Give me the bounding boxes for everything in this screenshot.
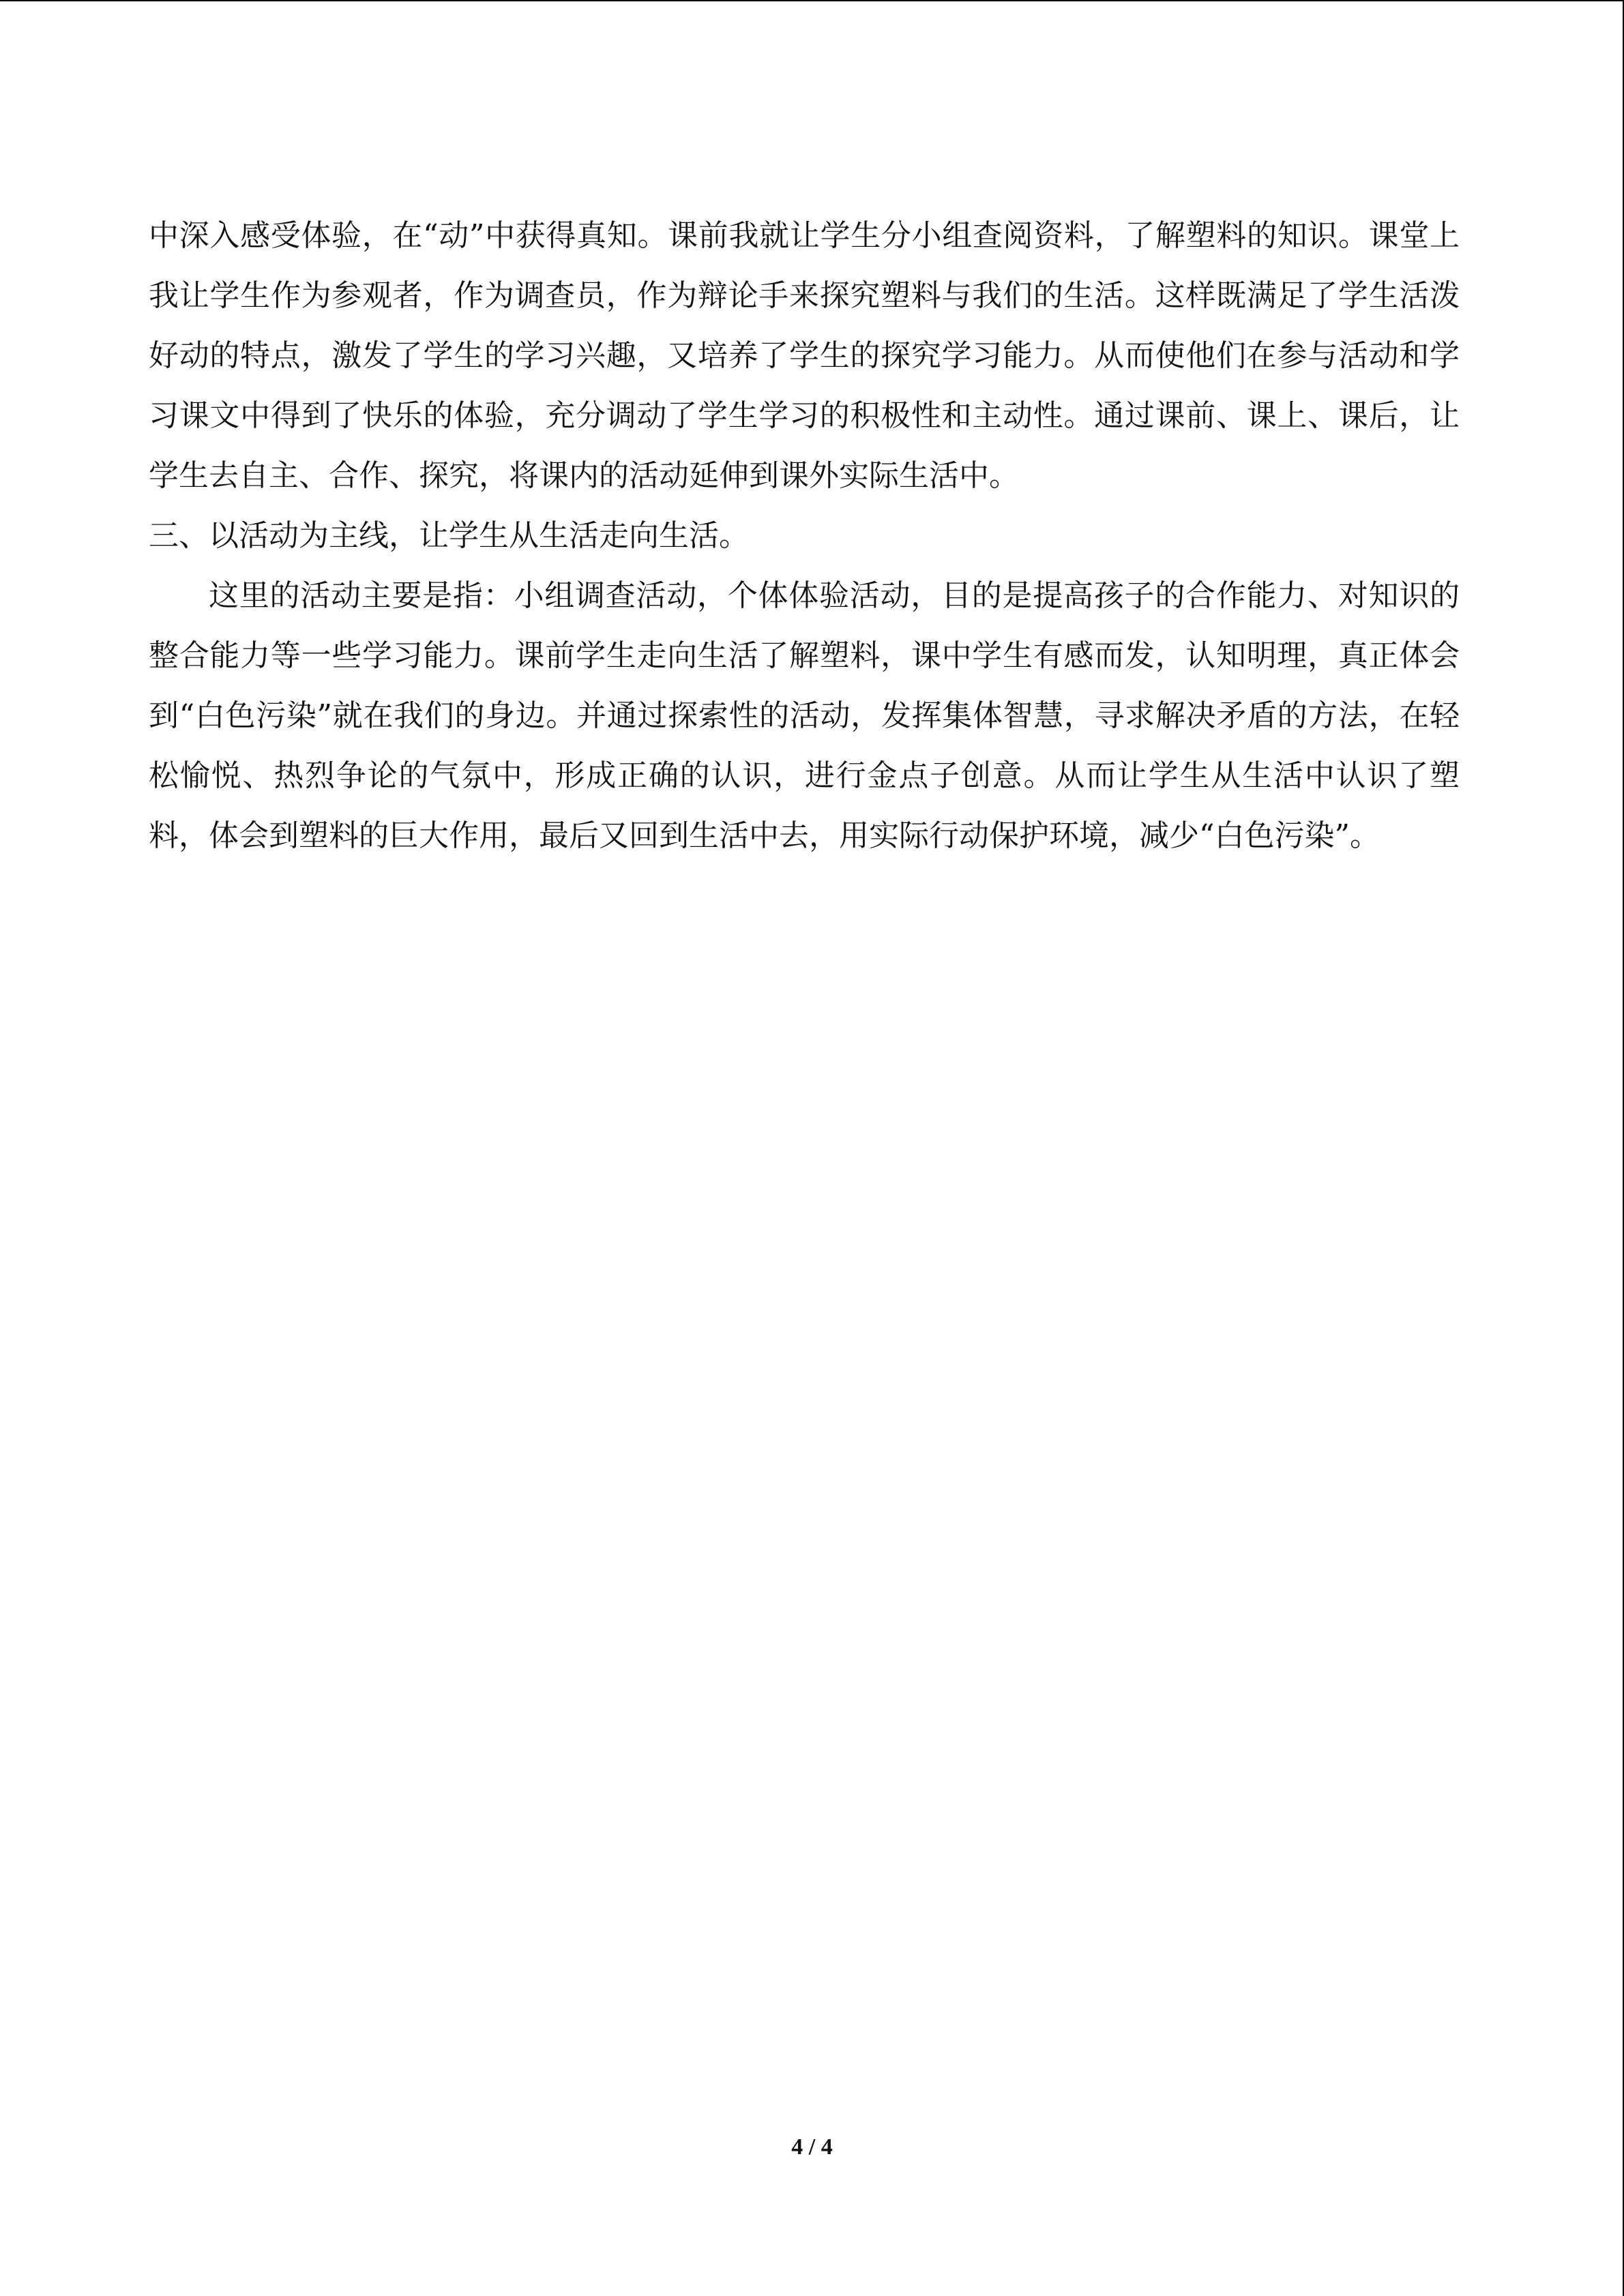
section-heading: 三、以活动为主线，让学生从生活走向生活。: [149, 518, 749, 553]
paragraph-activities: 这里的活动主要是指：小组调查活动，个体体验活动，目的是提高孩子的合作能力、对知识的整合能力等一些学习能力。课前学生走向生活了解塑料，课中学生有感而发，认知明理，真正体会到“白色污染”就在我们的身边。并通过探索性的活动，发挥集体智慧，寻求解决矛盾的方法，在轻松愉悦、热烈争论的气氛中，形成正确的认识，进行金点子创意。从而让学生从生活中认识了塑料，体会到塑料的巨大作用，最后又回到生活中去，用实际行动保护环境，减少“白色污染”。: [149, 578, 1460, 853]
page-number: 4 / 4: [791, 2134, 833, 2160]
document-body: [149, 206, 1460, 866]
paragraph-continuation: 中深入感受体验，在“动”中获得真知。课前我就让学生分小组查阅资料，了解塑料的知识。课堂上我让学生作为参观者，作为调查员，作为辩论手来探究塑料与我们的生活。这样既满足了学生活泼好动的特点，激发了学生的学习兴趣，又培养了学生的探究学习能力。从而使他们在参与活动和学习课文中得到了快乐的体验，充分调动了学生学习的积极性和主动性。通过课前、课上、课后，让学生去自主、合作、探究，将课内的活动延伸到课外实际生活中。: [149, 218, 1460, 493]
